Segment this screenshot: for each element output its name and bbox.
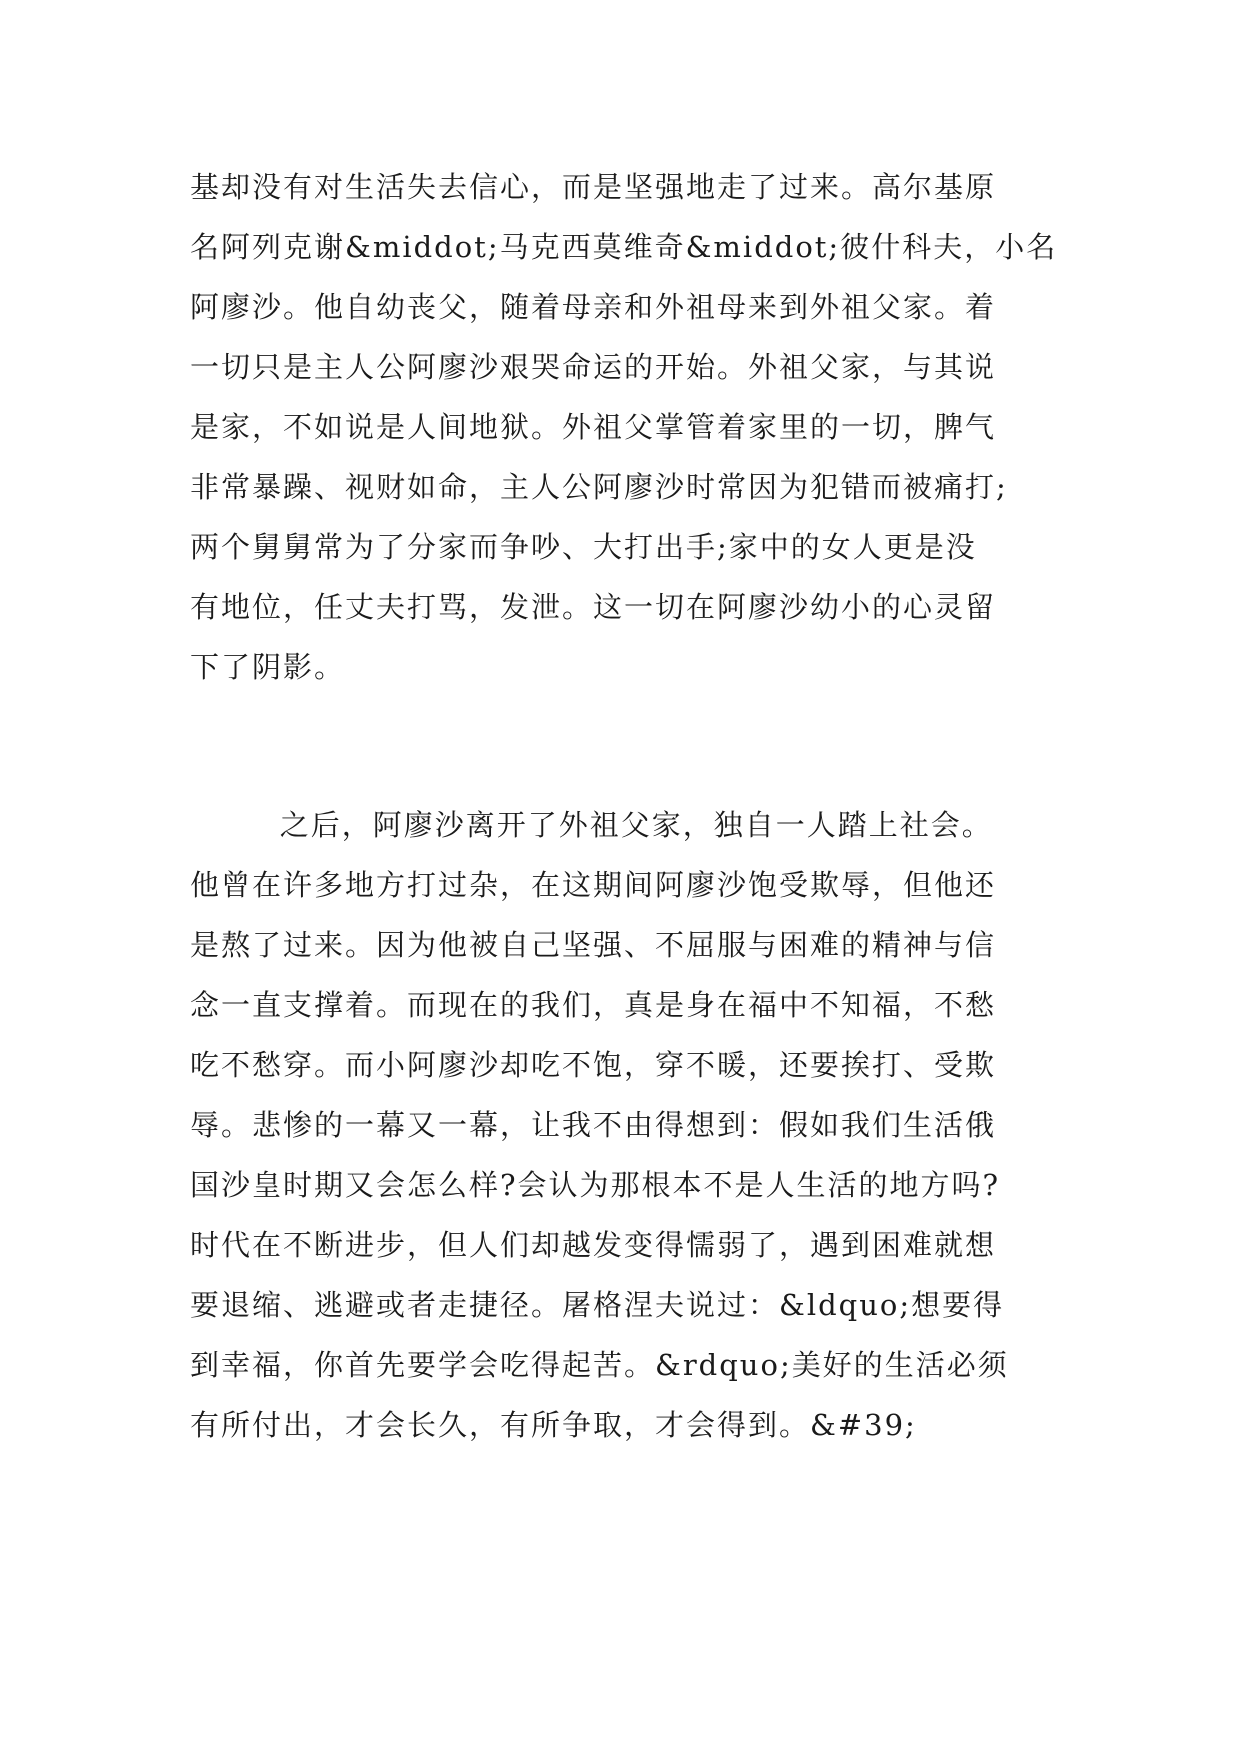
text-line: 念一直支撑着。而现在的我们，真是身在福中不知福，不愁 bbox=[190, 988, 997, 1022]
paragraph bbox=[190, 157, 1070, 697]
text-line: 阿廖沙。他自幼丧父，随着母亲和外祖母来到外祖父家。着 bbox=[190, 290, 997, 324]
text-line: 之后，阿廖沙离开了外祖父家，独自一人踏上社会。 bbox=[190, 808, 993, 842]
paragraph bbox=[190, 795, 1070, 1455]
text-line: 辱。悲惨的一幕又一幕，让我不由得想到：假如我们生活俄 bbox=[190, 1108, 997, 1142]
text-line: 两个舅舅常为了分家而争吵、大打出手;家中的女人更是没 bbox=[190, 530, 977, 564]
text-line: 国沙皇时期又会怎么样?会认为那根本不是人生活的地方吗? bbox=[190, 1168, 1001, 1202]
text-line: 基却没有对生活失去信心，而是坚强地走了过来。高尔基原 bbox=[190, 170, 997, 204]
text-line: 是家，不如说是人间地狱。外祖父掌管着家里的一切，脾气 bbox=[190, 410, 997, 444]
text-line: 是熬了过来。因为他被自己坚强、不屈服与困难的精神与信 bbox=[190, 928, 997, 962]
text-line: 一切只是主人公阿廖沙艰哭命运的开始。外祖父家，与其说 bbox=[190, 350, 997, 384]
text-line: 有所付出，才会长久，有所争取，才会得到。&#39; bbox=[190, 1408, 917, 1442]
text-line: 要退缩、逃避或者走捷径。屠格涅夫说过：&ldquo;想要得 bbox=[190, 1288, 1005, 1322]
text-line: 非常暴躁、视财如命，主人公阿廖沙时常因为犯错而被痛打; bbox=[190, 470, 1008, 504]
text-line: 名阿列克谢&middot;马克西莫维奇&middot;彼什科夫，小名 bbox=[190, 230, 1058, 264]
text-line: 到幸福，你首先要学会吃得起苦。&rdquo;美好的生活必须 bbox=[190, 1348, 1009, 1382]
text-line: 时代在不断进步，但人们却越发变得懦弱了，遇到困难就想 bbox=[190, 1228, 997, 1262]
text-line: 他曾在许多地方打过杂，在这期间阿廖沙饱受欺辱，但他还 bbox=[190, 868, 997, 902]
text-line: 有地位，任丈夫打骂，发泄。这一切在阿廖沙幼小的心灵留 bbox=[190, 590, 997, 624]
text-line: 吃不愁穿。而小阿廖沙却吃不饱，穿不暖，还要挨打、受欺 bbox=[190, 1048, 997, 1082]
text-line: 下了阴影。 bbox=[190, 650, 346, 684]
